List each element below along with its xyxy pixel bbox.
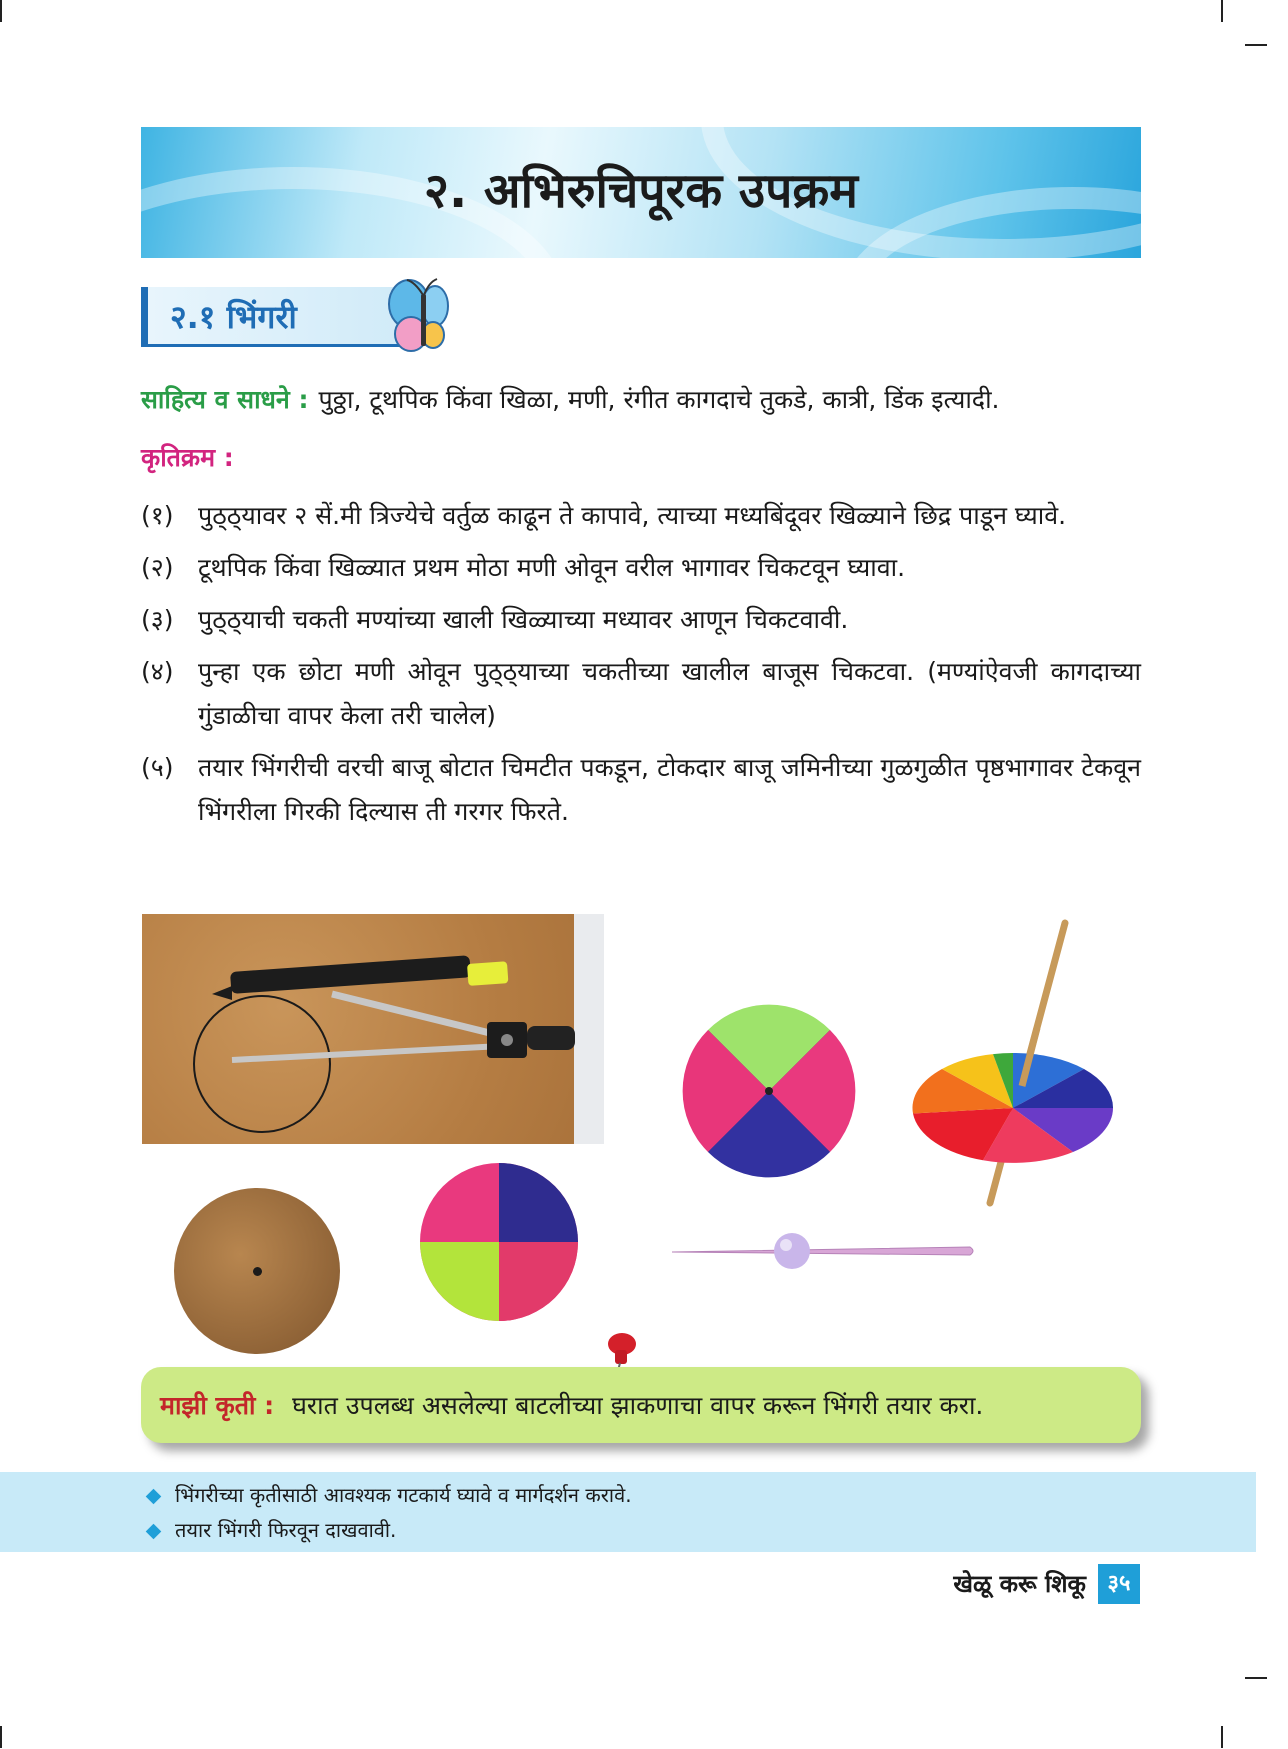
step-text: पुन्हा एक छोटा मणी ओवून पुठ्ठ्याच्या चकतीच्या खालील बाजूस चिकटवा. (मण्यांऐवजी कागदाच्या गुंडाळीचा वापर केला तरी चालेल) bbox=[198, 657, 1141, 730]
activity-box bbox=[141, 1367, 1141, 1443]
method-heading: कृतिक्रम : bbox=[141, 443, 234, 472]
compass-drawing bbox=[142, 914, 604, 1144]
center-hole bbox=[253, 1267, 262, 1276]
list-item bbox=[141, 598, 1141, 642]
step-text: पुठ्ठ्यावर २ सें.मी त्रिज्येचे वर्तुळ काढून ते कापावे, त्याच्या मध्यबिंदूवर खिळ्याने छिद्र पाडून घ्यावे. bbox=[198, 501, 1067, 530]
section-title: २.१ भिंगरी bbox=[170, 298, 297, 336]
crop-mark bbox=[1245, 44, 1267, 46]
step-text: तयार भिंगरीची वरची बाजू बोटात चिमटीत पकडून, टोकदार बाजू जमिनीच्या गुळगुळीत पृष्ठभागावर टेकवून भिंगरीला गिरकी दिल्यास ती गरगर फिरते. bbox=[198, 753, 1141, 826]
section-heading bbox=[141, 287, 421, 347]
step-number: (२) bbox=[141, 553, 174, 582]
chapter-banner bbox=[141, 127, 1141, 258]
step-number: (३) bbox=[141, 605, 174, 634]
rainbow-top-photo bbox=[905, 918, 1125, 1208]
diamond-bullet-icon bbox=[146, 1524, 162, 1540]
materials-line bbox=[141, 382, 1000, 416]
teacher-notes bbox=[0, 1472, 1256, 1552]
list-item bbox=[148, 1481, 632, 1508]
materials-label: साहित्य व साधने : bbox=[141, 385, 309, 414]
crop-mark bbox=[1245, 1677, 1267, 1679]
cardboard-disc-photo bbox=[174, 1188, 340, 1354]
step-list bbox=[141, 494, 1141, 842]
step-number: (१) bbox=[141, 501, 174, 530]
compass-photo bbox=[142, 914, 604, 1144]
step-number: (४) bbox=[141, 657, 174, 686]
list-item bbox=[141, 650, 1141, 738]
activity-line bbox=[160, 1388, 983, 1422]
list-item bbox=[141, 746, 1141, 834]
crop-mark bbox=[1221, 0, 1223, 22]
four-color-disc-photo bbox=[417, 1160, 581, 1324]
crop-mark bbox=[1221, 1726, 1223, 1748]
page-number: ३५ bbox=[1098, 1564, 1140, 1604]
activity-text: घरात उपलब्ध असलेल्या बाटलीच्या झाकणाचा वापर करून भिंगरी तयार करा. bbox=[292, 1391, 984, 1420]
teacher-note-text: भिंगरीच्या कृतीसाठी आवश्यक गटकार्य घ्यावे व मार्गदर्शन करावे. bbox=[175, 1483, 632, 1507]
activity-label: माझी कृती : bbox=[160, 1391, 275, 1420]
butterfly-icon bbox=[385, 278, 455, 354]
crop-mark bbox=[0, 0, 2, 22]
footer-book-title: खेळू करू शिकू bbox=[953, 1570, 1086, 1598]
step-text: टूथपिक किंवा खिळ्यात प्रथम मोठा मणी ओवून वरील भागावर चिकटवून घ्यावा. bbox=[198, 553, 906, 582]
chapter-title: २. अभिरुचिपूरक उपक्रम bbox=[424, 163, 858, 219]
crop-mark bbox=[0, 1726, 2, 1748]
list-item bbox=[148, 1516, 396, 1543]
list-item bbox=[141, 494, 1141, 538]
step-number: (५) bbox=[141, 753, 174, 782]
diamond-bullet-icon bbox=[146, 1489, 162, 1505]
spinner-disc-photo bbox=[681, 1003, 857, 1179]
materials-text: पुठ्ठा, टूथपिक किंवा खिळा, मणी, रंगीत कागदाचे तुकडे, कात्री, डिंक इत्यादी. bbox=[318, 385, 1000, 414]
list-item bbox=[141, 546, 1141, 590]
step-text: पुठ्ठ्याची चकती मण्यांच्या खाली खिळ्याच्या मध्यावर आणून चिकटवावी. bbox=[198, 605, 849, 634]
toothpick-bead-photo bbox=[670, 1227, 980, 1277]
teacher-note-text: तयार भिंगरी फिरवून दाखवावी. bbox=[175, 1518, 397, 1542]
